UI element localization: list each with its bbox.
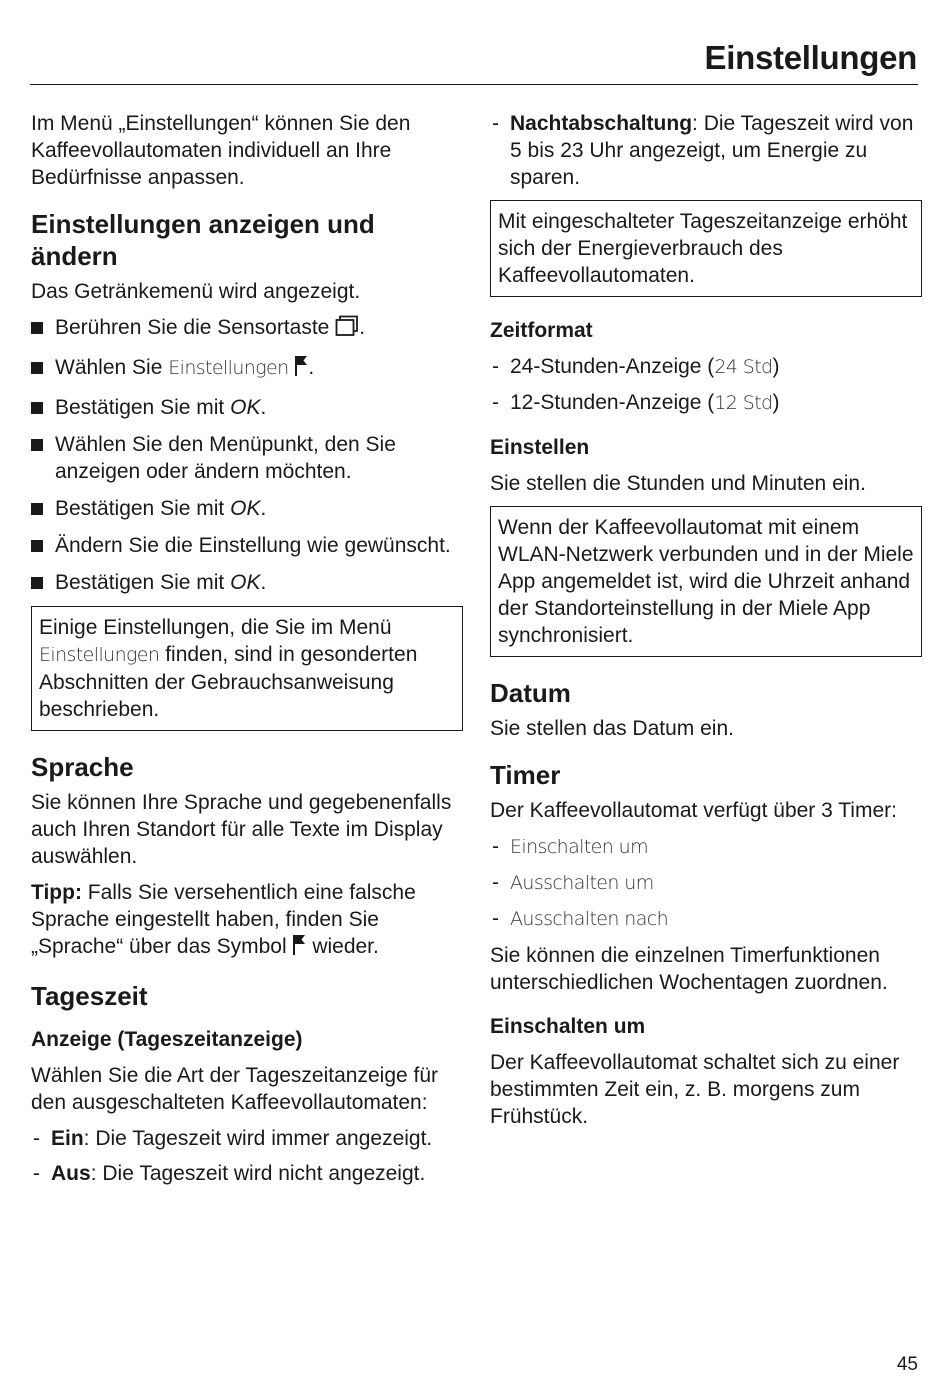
option-aus-text: : Die Tageszeit wird nicht angezeigt. xyxy=(90,1162,426,1185)
note-box-energy: Mit eingeschalteter Tageszeitanzeige erhöht sich der Energieverbrauch des Kaffeevollautomaten. xyxy=(490,200,922,297)
timer-ausschalten xyxy=(490,869,922,897)
tipp-end: wieder. xyxy=(312,935,379,958)
heading-anzeigen: Einstellungen anzeigen und ändern xyxy=(31,209,375,271)
sprache-paragraph: Sie können Ihre Sprache und gegebenenfalls auch Ihren Standort für alle Texte im Display auswählen. xyxy=(31,791,452,868)
tipp-text: Falls Sie versehentlich eine falsche Sprache eingestellt haben, finden Sie „Sprache“ über das Symbol xyxy=(31,881,416,958)
heading-tageszeit: Tageszeit xyxy=(31,981,148,1011)
timer-assign-paragraph: Sie können die einzelnen Timerfunktionen unterschiedlichen Wochentagen zuordnen. xyxy=(490,944,888,994)
heading-sprache: Sprache xyxy=(31,752,134,782)
display-text-12std: 12 Std xyxy=(714,392,773,414)
nacht-options xyxy=(490,110,922,191)
menu-window-icon xyxy=(335,315,359,344)
option-24h: - 24-Stunden-Anzeige (24 Std) xyxy=(490,353,922,381)
einstellen-paragraph: Sie stellen die Stunden und Minuten ein. xyxy=(490,472,866,495)
display-text-timer3: Ausschalten nach xyxy=(510,908,669,930)
display-text-timer2: Ausschalten um xyxy=(510,872,654,894)
option-nacht-text: : Die Tageszeit wird von 5 bis 23 Uhr angezeigt, um Energie zu sparen. xyxy=(510,112,914,189)
timer-einschalten xyxy=(490,833,922,861)
anzeigen-paragraph: Das Getränkemenü wird angezeigt. xyxy=(31,280,361,303)
timer-options xyxy=(490,833,922,933)
heading-einstellen: Einstellen xyxy=(490,436,590,459)
display-text-24std: 24 Std xyxy=(714,356,773,378)
steps-list xyxy=(31,314,463,596)
option-nachtabschaltung xyxy=(490,110,922,191)
flag-icon xyxy=(292,934,306,963)
step-confirm-2: Bestätigen Sie mit OK. xyxy=(31,495,463,522)
option-24h-text: 24-Stunden-Anzeige ( xyxy=(510,355,715,378)
step-confirm-text: Bestätigen Sie mit xyxy=(55,571,225,594)
step-choose-text: Wählen Sie xyxy=(55,356,163,379)
note-box-sections xyxy=(31,606,463,731)
heading-einschalten: Einschalten um xyxy=(490,1015,646,1038)
flag-icon xyxy=(294,355,308,384)
anzeige-options xyxy=(31,1125,463,1187)
option-ein xyxy=(31,1125,463,1152)
header-divider xyxy=(30,84,918,85)
step-confirm-text: Bestätigen Sie mit xyxy=(55,497,225,520)
datum-paragraph: Sie stellen das Datum ein. xyxy=(490,717,734,740)
ok-label: OK xyxy=(230,497,261,520)
note-box-wlan: Wenn der Kaffeevollautomat mit einem WLAN-Netzwerk verbunden und in der Miele App angemeldet ist, wird die Uhrzeit anhand der Standorteinstellung in der Miele App synchronisiert. xyxy=(490,506,922,657)
option-12h-text: 12-Stunden-Anzeige ( xyxy=(510,391,715,414)
step-change: Ändern Sie die Einstellung wie gewünscht. xyxy=(31,532,463,559)
option-aus-label: Aus xyxy=(51,1162,91,1185)
option-ein-label: Ein xyxy=(51,1127,84,1150)
timer-paragraph: Der Kaffeevollautomat verfügt über 3 Timer: xyxy=(490,799,897,822)
step-confirm: Bestätigen Sie mit OK. xyxy=(31,394,463,421)
option-ein-text: : Die Tageszeit wird immer angezeigt. xyxy=(83,1127,433,1150)
zeitformat-options xyxy=(490,353,922,417)
step-confirm-text: Bestätigen Sie mit xyxy=(55,396,225,419)
anzeige-paragraph: Wählen Sie die Art der Tageszeitanzeige für den ausgeschalteten Kaffeevollautomaten: xyxy=(31,1064,439,1114)
timer-ausschalten-nach xyxy=(490,905,922,933)
right-column xyxy=(490,110,922,1139)
ok-label: OK xyxy=(230,396,261,419)
option-aus xyxy=(31,1160,463,1187)
step-choose: Wählen Sie Einstellungen . xyxy=(31,354,463,384)
einschalten-paragraph: Der Kaffeevollautomat schaltet sich zu einer bestimmten Zeit ein, z. B. morgens zum Frühstück. xyxy=(490,1051,900,1128)
note-text: finden, sind in gesonderten Abschnitten der Gebrauchsanweisung beschrieben. xyxy=(39,643,418,721)
display-text-einstellungen: Einstellungen xyxy=(168,357,289,379)
page-title: Einstellungen xyxy=(704,39,917,76)
page-number: 45 xyxy=(896,1354,918,1375)
option-nacht-label: Nachtabschaltung xyxy=(510,112,693,135)
display-text-timer1: Einschalten um xyxy=(510,836,649,858)
left-column xyxy=(31,110,463,1196)
heading-anzeige: Anzeige (Tageszeitanzeige) xyxy=(31,1028,303,1051)
option-12h: - 12-Stunden-Anzeige (12 Std) xyxy=(490,389,922,417)
intro-paragraph: Im Menü „Einstellungen“ können Sie den Kaffeevollautomaten individuell an Ihre Bedürfnisse anpassen. xyxy=(31,112,411,189)
step-sensor-text: Berühren Sie die Sensortaste xyxy=(55,316,330,339)
heading-timer: Timer xyxy=(490,760,561,790)
tipp-paragraph xyxy=(31,879,463,963)
ok-label: OK xyxy=(230,571,261,594)
heading-datum: Datum xyxy=(490,678,571,708)
display-text-einstellungen: Einstellungen xyxy=(39,644,160,666)
tipp-label: Tipp: xyxy=(31,881,82,904)
step-sensor: Berühren Sie die Sensortaste . xyxy=(31,314,463,344)
note-text: Einige Einstellungen, die Sie im Menü xyxy=(39,616,392,639)
step-menu-item: Wählen Sie den Menüpunkt, den Sie anzeigen oder ändern möchten. xyxy=(31,431,463,485)
heading-zeitformat: Zeitformat xyxy=(490,319,593,342)
step-confirm-3: Bestätigen Sie mit OK. xyxy=(31,569,463,596)
